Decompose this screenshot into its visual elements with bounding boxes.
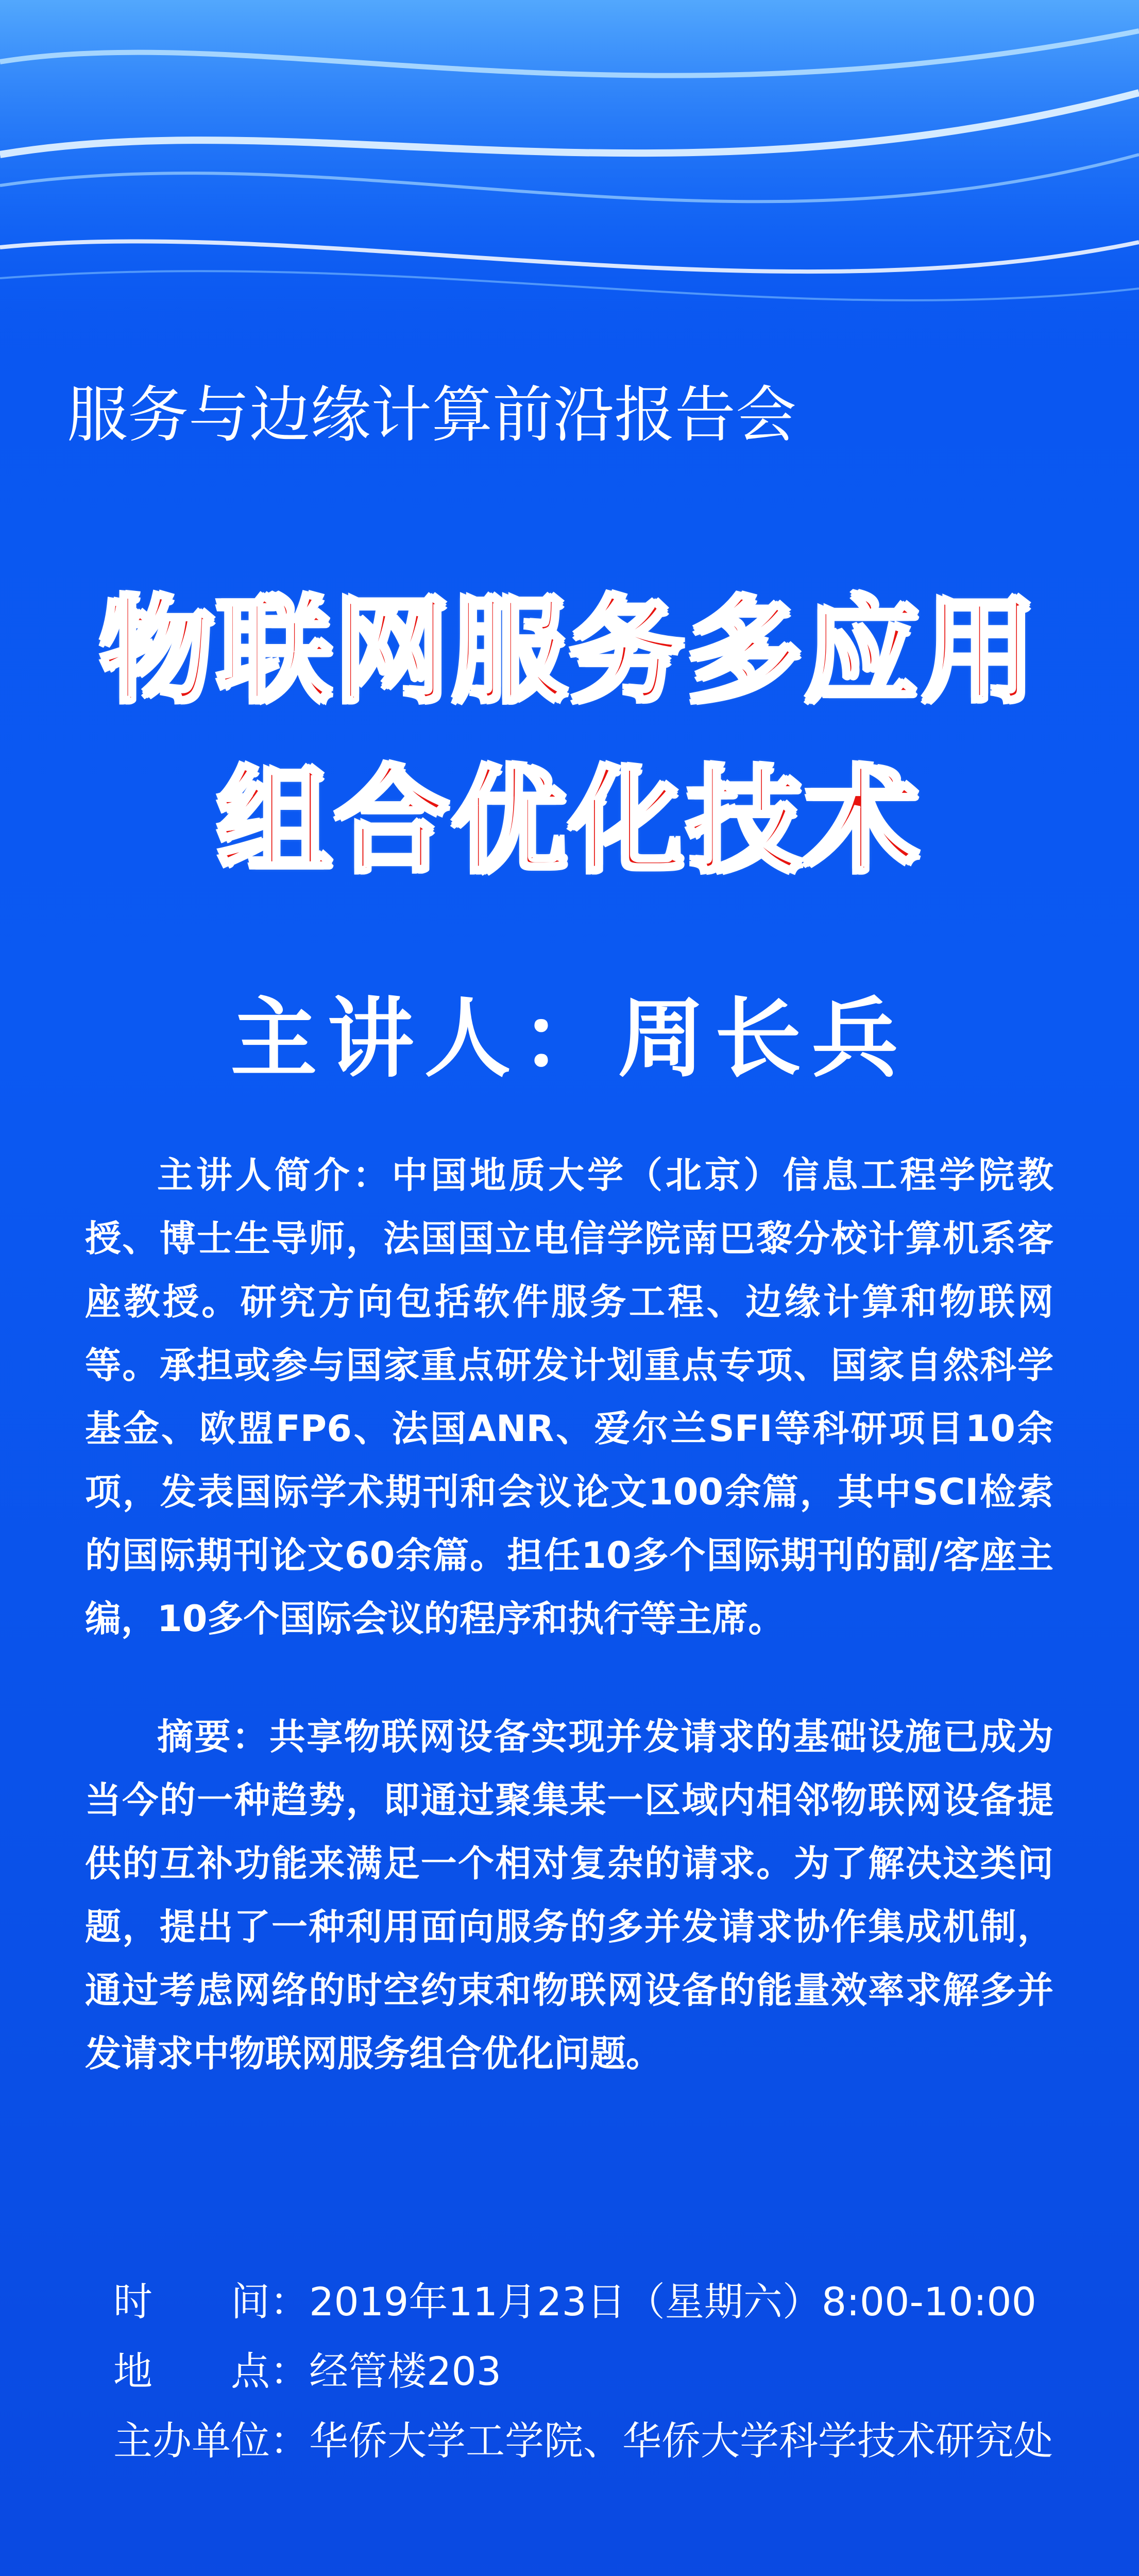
lecture-title-line-1: 物联网服务多应用 xyxy=(99,585,1040,718)
time-row xyxy=(113,2267,1118,2336)
place-row xyxy=(113,2336,1118,2406)
time-colon: ： xyxy=(270,2279,309,2325)
series-title: 服务与边缘计算前沿报告会 xyxy=(67,379,797,450)
top-wave-decoration xyxy=(0,0,1139,361)
organizer-row xyxy=(113,2406,1118,2476)
speaker-introduction: 主讲人简介：中国地质大学（北京）信息工程学院教授、博士生导师，法国国立电信学院南巴黎分校计算机系客座教授。研究方向包括软件服务工程、边缘计算和物联网等。承担或参与国家重点研发计划重点专项、国家自然科学基金、欧盟FP6、法国ANR、爱尔兰SFI等科研项目10余项，发表国际学术期刊和会议论文100余篇，其中SCI检索的国际期刊论文60余篇。担任10多个国际期刊的副/客座主编，10多个国际会议的程序和执行等主席。 xyxy=(85,1154,1053,1640)
event-info xyxy=(113,2267,1118,2476)
place-colon: ： xyxy=(270,2348,309,2394)
organizer-label: 主办单位 xyxy=(113,2418,270,2464)
lecture-abstract: 摘要：共享物联网设备实现并发请求的基础设施已成为当今的一种趋势，即通过聚集某一区域内相邻物联网设备提供的互补功能来满足一个相对复杂的请求。为了解决这类问题，提出了一种利用面向服务的多并发请求协作集成机制，通过考虑网络的时空约束和物联网设备的能量效率求解多并发请求中物联网服务组合优化问题。 xyxy=(85,1716,1053,2075)
lecture-title-line-2: 组合优化技术 xyxy=(217,755,922,888)
organizer-colon: ： xyxy=(270,2418,309,2464)
time-label: 时 间 xyxy=(113,2279,270,2325)
lecture-title xyxy=(0,567,1139,907)
organizer-value: 华侨大学工学院、华侨大学科学技术研究处 xyxy=(309,2418,1053,2464)
speaker-name: 主讲人：周长兵 xyxy=(230,987,909,1089)
time-value: 2019年11月23日（星期六）8:00-10:00 xyxy=(309,2279,1036,2325)
place-label: 地 点 xyxy=(113,2348,270,2394)
place-value: 经管楼203 xyxy=(309,2348,502,2394)
